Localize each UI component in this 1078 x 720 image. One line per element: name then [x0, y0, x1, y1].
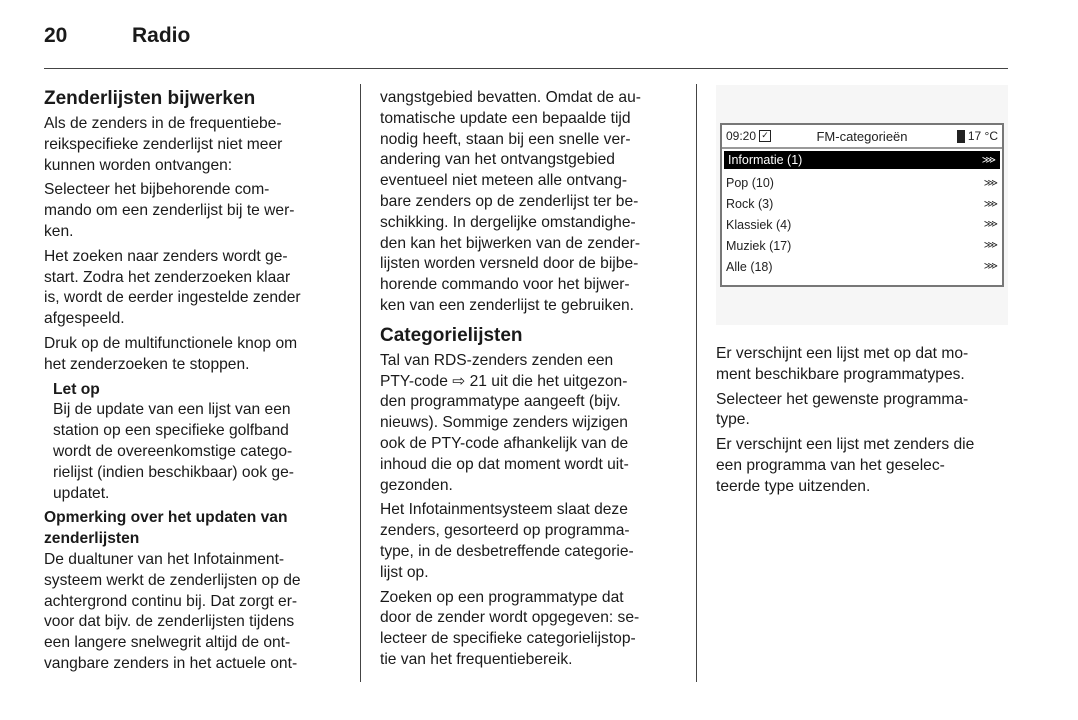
text-line: type.: [716, 411, 750, 429]
paragraph: [716, 435, 1016, 497]
category-label: Klassiek (4): [726, 217, 792, 232]
display-screen: [720, 123, 1004, 287]
text-line: Het zoeken naar zenders wordt ge-: [44, 247, 288, 265]
text-line: door de zender wordt opgegeven: se-: [380, 609, 640, 627]
text-line: reikspecifieke zenderlijst niet meer: [44, 135, 283, 153]
paragraph: [380, 88, 680, 317]
text-line: nodig heeft, staan bij een snelle ver-: [380, 130, 631, 148]
text-line: PTY-code ⇨ 21 uit die het uitgezon-: [380, 372, 628, 390]
text-line: wordt de overeenkomstige catego-: [53, 442, 293, 460]
paragraph: [716, 390, 1016, 432]
paragraph: [44, 550, 344, 675]
text-line: systeem werkt de zenderlijsten op de: [44, 571, 301, 589]
text-line: Het Infotainmentsysteem slaat deze: [380, 501, 628, 519]
text-line: mando om een zenderlijst bij te wer-: [44, 202, 295, 220]
category-item[interactable]: [722, 235, 1002, 256]
chevron-right-icon: ⋙: [983, 261, 998, 273]
text-line: vangbare zenders in het actuele ont-: [44, 654, 298, 672]
text-line: afgespeeld.: [44, 310, 125, 328]
note-title: Let op: [53, 380, 100, 398]
text-line: den kan het bijwerken van de zender-: [380, 234, 641, 252]
text-line: een langere snelwegrit altijd de ont-: [44, 634, 291, 652]
sub-heading: [44, 508, 344, 550]
page-number: 20: [44, 24, 68, 47]
text-line: tomatische update een bepaalde tijd: [380, 109, 631, 127]
note: [44, 380, 344, 505]
text-line: Zoeken op een programmatype dat: [380, 588, 624, 606]
chevron-right-icon: ⋙: [983, 219, 998, 231]
text-line: bare zenders op de zenderlijst ter be-: [380, 192, 639, 210]
column-1: [44, 88, 344, 675]
chevron-right-icon: ⋙: [983, 240, 998, 252]
text-line: Als de zenders in de frequentiebe-: [44, 115, 282, 132]
text-line: lijst op.: [380, 563, 429, 581]
text-line: lijsten worden versneld door de bijbe-: [380, 255, 639, 273]
paragraph: [380, 588, 680, 671]
text-line: Tal van RDS-zenders zenden een: [380, 351, 614, 369]
category-label: Informatie (1): [728, 153, 803, 167]
text-line: teerde type uitzenden.: [716, 477, 871, 495]
category-item[interactable]: [722, 173, 1002, 194]
status-bar: [722, 125, 1002, 149]
chevron-right-icon: ⋙: [983, 177, 998, 189]
temperature: 17 °C: [967, 129, 998, 143]
text-line: Selecteer het gewenste programma-: [716, 390, 969, 408]
text-line: ken.: [44, 222, 74, 240]
paragraph: [44, 180, 344, 242]
text-line: zenders, gesorteerd op programma-: [380, 522, 630, 540]
column-divider: [696, 84, 697, 682]
section-title: Radio: [132, 24, 191, 47]
chevron-right-icon: ⋙: [981, 154, 996, 166]
text-line: inhoud die op dat moment wordt uit-: [380, 455, 629, 473]
category-item[interactable]: [722, 256, 1002, 277]
text-line: gezonden.: [380, 476, 453, 494]
text-line: Selecteer het bijbehorende com-: [44, 181, 270, 199]
text-line: De dualtuner van het Infotainment-: [44, 550, 285, 568]
note-text: [53, 400, 344, 504]
text-line: rielijst (indien beschikbaar) ook ge-: [53, 463, 294, 481]
column-3: [716, 340, 1016, 498]
category-label: Muziek (17): [726, 238, 792, 253]
text-line: ment beschikbare programmatypes.: [716, 365, 965, 383]
text-line: lecteer de specifieke categorielijstop-: [380, 630, 636, 648]
category-label: Rock (3): [726, 197, 774, 212]
category-item[interactable]: [724, 151, 1000, 169]
text-line: voor dat bijv. de zenderlijsten tijdens: [44, 613, 295, 631]
text-line: Druk op de multifunctionele knop om: [44, 334, 298, 352]
text-line: het zenderzoeken te stoppen.: [44, 355, 250, 373]
text-line: schikking. In dergelijke omstandighe-: [380, 213, 636, 231]
text-line: zenderlijsten: [44, 530, 140, 548]
text-line: station op een specifieke golfband: [53, 422, 289, 440]
text-line: den programmatype aangeeft (bijv.: [380, 393, 621, 411]
screen-title: FM-categorieën: [816, 128, 908, 144]
clock-icon: ✓: [759, 130, 771, 142]
text-line: nieuws). Sommige zenders wijzigen: [380, 414, 628, 432]
text-line: kunnen worden ontvangen:: [44, 156, 233, 174]
time: 09:20: [726, 129, 757, 143]
text-line: horende commando voor het bijwer-: [380, 276, 630, 294]
category-item[interactable]: [722, 194, 1002, 215]
text-line: andering van het ontvangstgebied: [380, 151, 615, 169]
text-line: Opmerking over het updaten van: [44, 509, 288, 527]
text-line: Bij de update van een lijst van een: [53, 401, 291, 419]
text-line: start. Zodra het zenderzoeken klaar: [44, 268, 291, 286]
text-line: Er verschijnt een lijst met zenders die: [716, 436, 975, 454]
heading-categorielijsten: Categorielijsten: [380, 324, 523, 346]
paragraph: [44, 247, 344, 330]
text-line: Er verschijnt een lijst met op dat mo-: [716, 345, 969, 362]
paragraph: [716, 344, 1016, 386]
sub-heading-text: [44, 508, 344, 550]
screen-illustration: [716, 85, 1008, 325]
text-line: vangstgebied bevatten. Omdat de au-: [380, 89, 641, 106]
text-line: updatet.: [53, 484, 110, 502]
paragraph: [380, 500, 680, 583]
paragraph: [380, 351, 680, 497]
text-line: type, in de desbetreffende categorie-: [380, 542, 634, 560]
heading-zenderlijsten-bijwerken: Zenderlijsten bijwerken: [44, 88, 256, 109]
text-line: is, wordt de eerder ingestelde zender: [44, 289, 301, 307]
category-label: Pop (10): [726, 176, 774, 191]
text-line: een programma van het geselec-: [716, 456, 945, 474]
chevron-right-icon: ⋙: [983, 198, 998, 210]
column-2: [380, 88, 680, 671]
text-line: achtergrond continu bij. Dat zorgt er-: [44, 592, 298, 610]
paragraph: [44, 334, 344, 376]
column-divider: [360, 84, 361, 682]
category-item[interactable]: [722, 215, 1002, 236]
text-line: eventueel niet meteen alle ontvang-: [380, 172, 628, 190]
header-rule: [44, 68, 1008, 69]
paragraph: [44, 114, 344, 176]
text-line: tie van het frequentiebereik.: [380, 650, 573, 668]
category-label: Alle (18): [726, 259, 773, 274]
text-line: ook de PTY-code afhankelijk van de: [380, 434, 629, 452]
text-line: ken van een zenderlijst te gebruiken.: [380, 296, 634, 314]
